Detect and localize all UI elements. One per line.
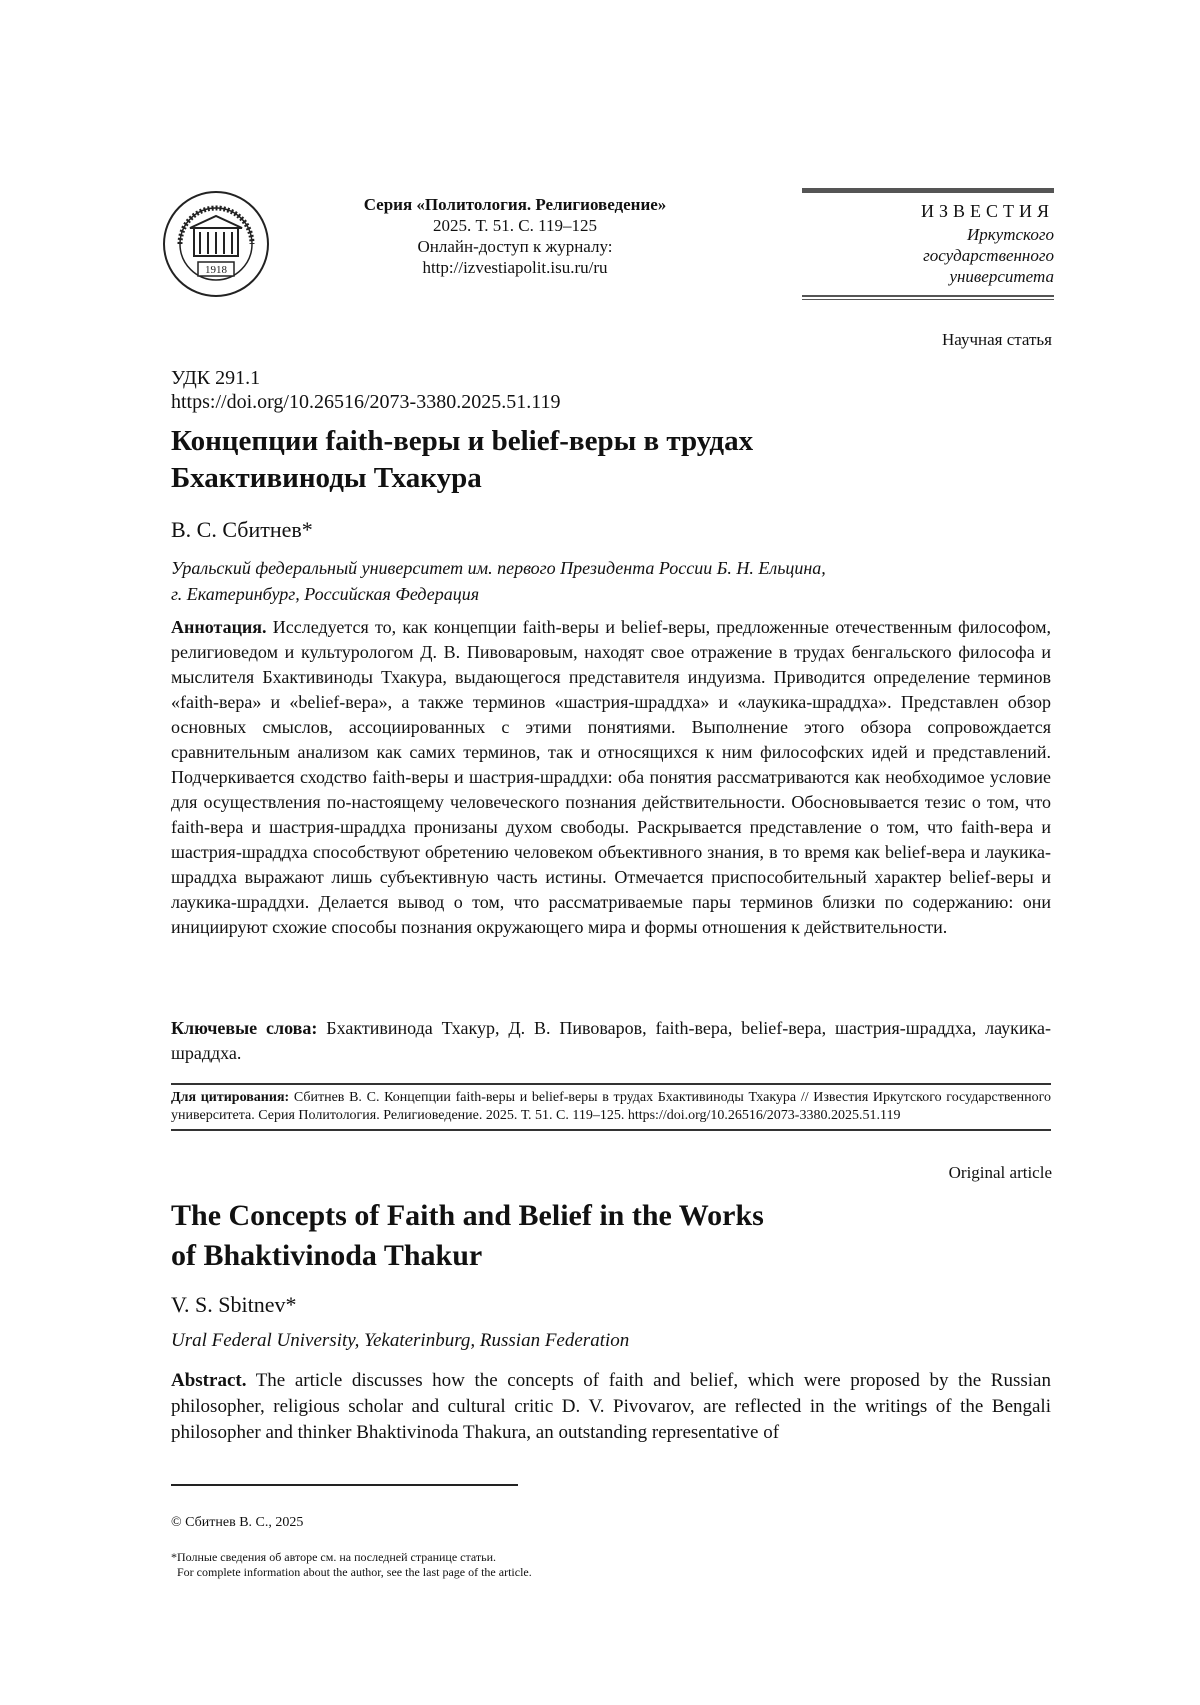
article-type-ru: Научная статья [941,330,1052,349]
udc-code: УДК 291.1 [171,367,261,389]
keywords-ru-text: Бхактивинода Тхакур, Д. В. Пивоваров, faith-вера, belief-вера, шастрия-шраддха, лаукика-шраддха. [171,1018,1051,1063]
masthead-line-2: государственного [923,246,1054,265]
title-ru-line-2: Бхактивиноды Тхакура [171,462,482,494]
masthead-line-3: университета [949,267,1054,286]
online-access-label: Онлайн-доступ к журналу: [417,237,613,256]
journal-masthead [802,188,1054,300]
masthead-top-rule [802,188,1054,193]
copyright: © Сбитнев В. С., 2025 [171,1515,304,1530]
masthead-line-1: Иркутского [966,225,1054,244]
article-type-en: Original article [948,1163,1052,1182]
series-name: Серия «Политология. Религиоведение» [363,195,667,214]
author-ru: В. С. Сбитнев* [171,517,313,542]
citation-bottom-rule [171,1129,1051,1131]
title-en-line-2: of Bhaktivinoda Thakur [171,1239,483,1272]
volume-pages: 2025. Т. 51. С. 119–125 [433,216,597,235]
abstract-ru-label: Аннотация. [171,617,267,637]
citation-block [171,1083,1051,1131]
abstract-en [171,1368,1051,1446]
doi-link-ru[interactable]: https://doi.org/10.26516/2073-3380.2025.51.119 [171,391,561,413]
title-en-line-1: The Concepts of Faith and Belief in the Works [171,1199,764,1232]
abstract-ru-text: Исследуется то, как концепции faith-веры и belief-веры, предложенные отечественным философом, религиоведом и культурологом Д. В. Пивоваровым, находят свое отражение в трудах бенгальского философа и мыслителя Бхактивиноды Тхакура, выдающегося представителя индуизма. Приводится определение терминов «faith-вера» и «belief-вера», а также терминов «шастрия-шраддха» и «лаукика-шраддха». Представлен обзор основных смыслов, ассоциированных с этими понятиями. Выполнение этого обзора сопровождается сравнительным анализом как самих терминов, так и относящихся к ним философских идей и представлений. Подчеркивается сходство faith-веры и шастрия-шраддхи: оба понятия рассматриваются как необходимое условие для осуществления по-настоящему человеческого познания действительности. Обосновывается тезис о том, что faith-вера и шастрия-шраддха пронизаны духом свободы. Раскрывается представление о том, что faith-вера и шастрия-шраддха способствуют обретению человеком объективного знания, в то время как belief-вера и лаукика-шраддха выражают лишь субъективную часть истины. Отмечается приспособительный характер belief-веры и лаукика-шраддхи. Делается вывод о том, что рассматриваемые пары терминов близки по содержанию: они инициируют схожие способы познания окружающего мира и формы отношения к действительности. [171,617,1052,937]
citation-label: Для цитирования: [171,1090,290,1105]
abstract-ru [171,615,1051,940]
journal-url: http://izvestiapolit.isu.ru/ru [422,258,608,277]
masthead-bottom-rule [802,295,1054,300]
affiliation-ru-line-1: Уральский федеральный университет им. первого Президента России Б. Н. Ельцина, [171,558,826,578]
footnote-ru: *Полные сведения об авторе см. на последней странице статьи. [171,1550,497,1564]
footnote-divider [171,1484,518,1486]
journal-series-info [330,194,700,278]
citation-top-rule [171,1083,1051,1085]
affiliation-ru-line-2: г. Екатеринбург, Российская Федерация [171,584,480,604]
abstract-en-text: The article discusses how the concepts of faith and belief, which were proposed by the Russian philosopher, religious scholar and cultural critic D. V. Pivovarov, are reflected in the writings of the Bengali philosopher and thinker Bhaktivinoda Thakura, an outstanding representative of [171,1370,1051,1443]
logo-year: 1918 [205,264,227,276]
keywords-ru-label: Ключевые слова: [171,1018,318,1038]
udc-doi-block [171,366,560,414]
affiliation-ru [171,555,1051,607]
title-ru [171,423,1051,497]
author-en: V. S. Sbitnev* [171,1292,297,1317]
masthead-title: ИЗВЕСТИЯ [920,201,1054,221]
title-ru-line-1: Концепции faith-веры и belief-веры в трудах [171,425,754,457]
affiliation-en: Ural Federal University, Yekaterinburg, Russian Federation [171,1330,630,1351]
abstract-en-label: Abstract. [171,1370,247,1391]
university-seal-logo [160,188,272,300]
title-en [171,1196,1051,1276]
citation-text: Сбитнев В. С. Концепции faith-веры и belief-веры в трудах Бхактивиноды Тхакура // Известия Иркутского государственного университета. Серия Политология. Религиоведение. 2025. Т. 51. С. 119–125. https://doi.org/10.26516/2073-3380.2025.51.119 [171,1090,1051,1123]
footnote-en: For complete information about the author, see the last page of the article. [177,1565,532,1579]
keywords-ru [171,1016,1051,1066]
